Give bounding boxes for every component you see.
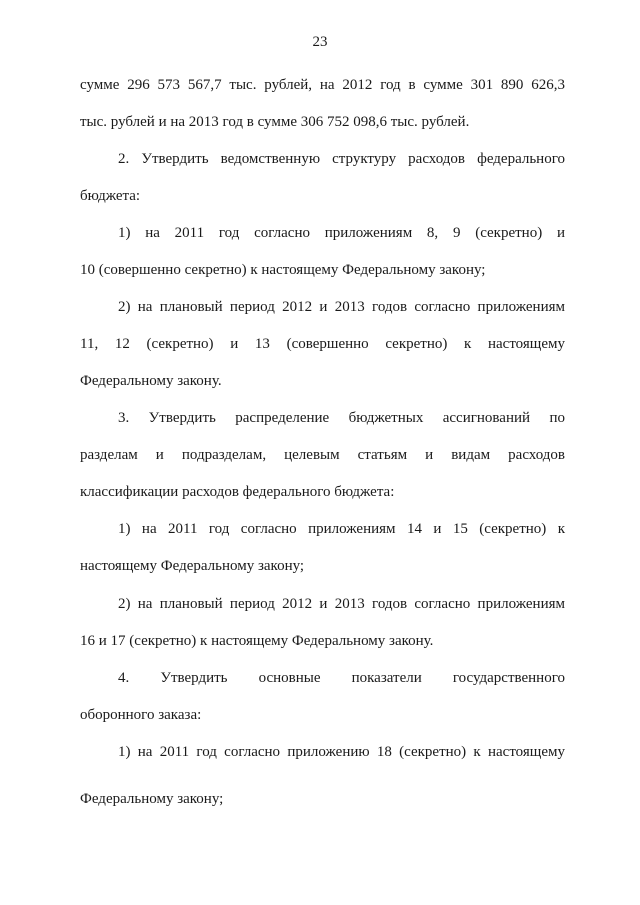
text-line: 1) на 2011 год согласно приложению 18 (секретно) к настоящему <box>118 744 565 760</box>
text-line: Федеральному закону. <box>80 373 222 389</box>
text-line: 1) на 2011 год согласно приложениям 8, 9 (секретно) и <box>118 225 565 241</box>
text-line: сумме 296 573 567,7 тыс. рублей, на 2012 год в сумме 301 890 626,3 <box>80 77 565 93</box>
text-line: классификации расходов федерального бюджета: <box>80 484 395 500</box>
text-line: оборонного заказа: <box>80 707 202 723</box>
text-line: 1) на 2011 год согласно приложениям 14 и 15 (секретно) к <box>118 521 565 537</box>
text-line: Федеральному закону; <box>80 791 224 807</box>
text-line: разделам и подразделам, целевым статьям и видам расходов <box>80 447 565 463</box>
text-line: 10 (совершенно секретно) к настоящему Федеральному закону; <box>80 262 486 278</box>
text-line: 16 и 17 (секретно) к настоящему Федеральному закону. <box>80 633 434 649</box>
text-line: 11, 12 (секретно) и 13 (совершенно секретно) к настоящему <box>80 336 565 352</box>
text-line: 4. Утвердить основные показатели государственного <box>118 670 565 686</box>
text-line: бюджета: <box>80 188 141 204</box>
text-line: 2. Утвердить ведомственную структуру расходов федерального <box>118 151 565 167</box>
text-line: настоящему Федеральному закону; <box>80 558 305 574</box>
text-line: 2) на плановый период 2012 и 2013 годов согласно приложениям <box>118 299 565 315</box>
text-line: 2) на плановый период 2012 и 2013 годов согласно приложениям <box>118 596 565 612</box>
text-line: 3. Утвердить распределение бюджетных ассигнований по <box>118 410 565 426</box>
text-line: тыс. рублей и на 2013 год в сумме 306 752 098,6 тыс. рублей. <box>80 114 470 130</box>
page-number: 23 <box>312 34 328 50</box>
